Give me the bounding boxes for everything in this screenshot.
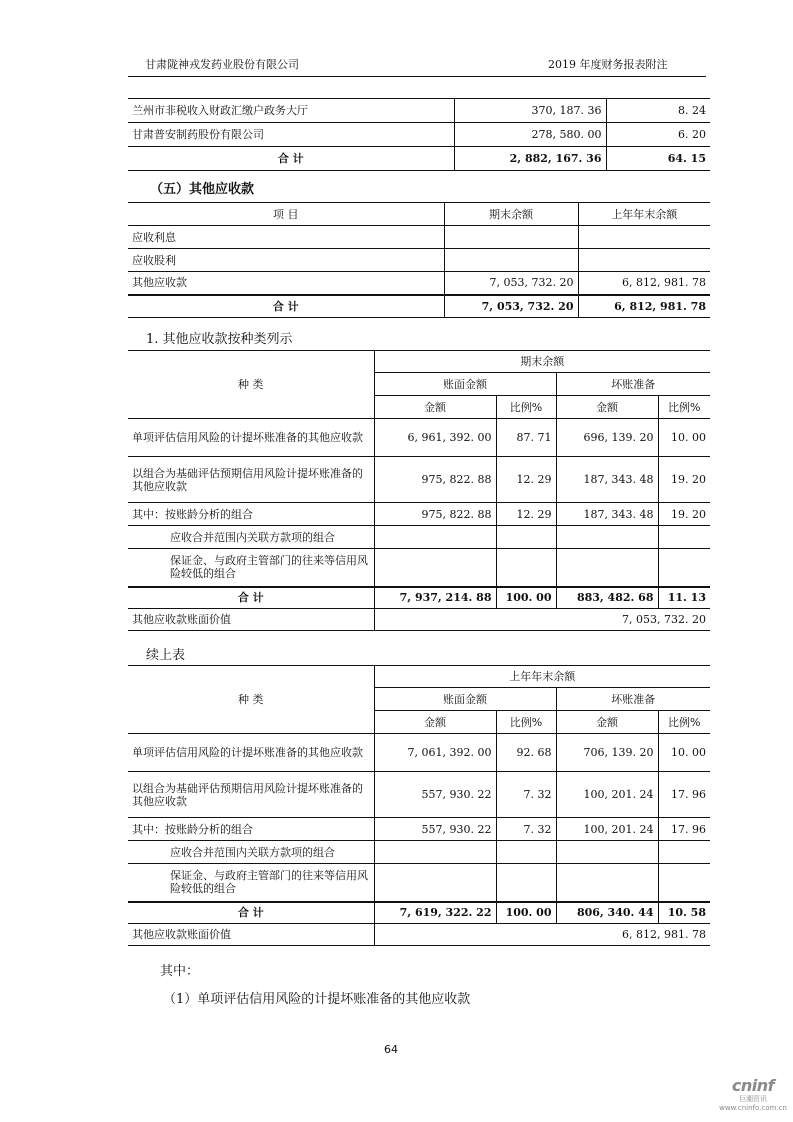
row-name: 其中：按账龄分析的组合 — [128, 503, 374, 526]
header-row — [128, 666, 710, 688]
total-row — [128, 147, 710, 171]
row-bad-ratio: 10. 00 — [658, 419, 710, 457]
row-bad — [556, 841, 658, 864]
row-bad-ratio — [658, 526, 710, 549]
total-bad: 883, 482. 68 — [556, 587, 658, 609]
total-amount: 7, 619, 322. 22 — [374, 902, 496, 924]
section-title: （五）其他应收款 — [150, 182, 255, 197]
row-name: 以组合为基础评估预期信用风险计提坏账准备的其他应收款 — [128, 772, 374, 818]
classification-table-period-end — [128, 350, 710, 631]
watermark-logo-text: cninf — [731, 1076, 775, 1095]
row-amount — [374, 864, 496, 902]
col-ratio-header: 比例% — [496, 711, 556, 734]
watermark-url: www.cninfo.com.cn — [719, 1104, 787, 1112]
row-bad: 100, 201. 24 — [556, 818, 658, 841]
top-receivables-table — [128, 98, 710, 171]
book-value: 7, 053, 732. 20 — [374, 609, 710, 631]
total-amount: 2, 882, 167. 36 — [454, 147, 606, 171]
row-amount — [374, 841, 496, 864]
row-name: 以组合为基础评估预期信用风险计提坏账准备的其他应收款 — [128, 457, 374, 503]
row-ratio: 92. 68 — [496, 734, 556, 772]
total-row — [128, 295, 710, 318]
row-ratio — [496, 526, 556, 549]
total-amount: 7, 937, 214. 88 — [374, 587, 496, 609]
row-amount: 6, 961, 392. 00 — [374, 419, 496, 457]
subsection-title: 1. 其他应收款按种类列示 — [146, 332, 293, 347]
total-prev: 6, 812, 981. 78 — [578, 295, 710, 318]
total-ratio: 100. 00 — [496, 902, 556, 924]
table-row — [128, 772, 710, 818]
total-row — [128, 587, 710, 609]
col-kind-header: 种 类 — [128, 351, 374, 419]
col-ratio-header: 比例% — [496, 396, 556, 419]
col-book-header: 账面金额 — [374, 373, 556, 396]
total-row — [128, 902, 710, 924]
row-amount: 557, 930. 22 — [374, 772, 496, 818]
paragraph-item-1: （1）单项评估信用风险的计提坏账准备的其他应收款 — [163, 992, 471, 1007]
table-row — [128, 226, 710, 249]
row-ratio: 7. 32 — [496, 772, 556, 818]
header-divider — [128, 76, 706, 77]
col-kind-header: 种 类 — [128, 666, 374, 734]
page-number: 64 — [384, 1043, 398, 1056]
row-amount: 278, 580. 00 — [454, 123, 606, 147]
row-bad-ratio — [658, 549, 710, 587]
row-bad-ratio: 17. 96 — [658, 818, 710, 841]
header-row — [128, 203, 710, 226]
row-prev — [578, 249, 710, 272]
row-bad — [556, 549, 658, 587]
row-amount: 370, 187. 36 — [454, 99, 606, 123]
book-value-label: 其他应收款账面价值 — [128, 924, 374, 946]
row-name: 保证金、与政府主管部门的往来等信用风险较低的组合 — [128, 864, 374, 902]
row-end — [444, 249, 578, 272]
book-value-label: 其他应收款账面价值 — [128, 609, 374, 631]
row-bad: 187, 343. 48 — [556, 457, 658, 503]
row-name: 其他应收款 — [128, 272, 444, 295]
classification-table-prior-year — [128, 665, 710, 946]
table-row — [128, 272, 710, 295]
row-name: 单项评估信用风险的计提坏账准备的其他应收款 — [128, 734, 374, 772]
header-row — [128, 351, 710, 373]
other-receivables-table — [128, 202, 710, 318]
total-label: 合 计 — [128, 587, 374, 609]
table-row — [128, 249, 710, 272]
book-value-row — [128, 609, 710, 631]
total-label: 合 计 — [128, 902, 374, 924]
row-bad — [556, 526, 658, 549]
col-bad-header: 坏账准备 — [556, 373, 710, 396]
table-row — [128, 419, 710, 457]
watermark-cn-text: 巨潮资讯 — [739, 1095, 767, 1103]
total-pct: 64. 15 — [606, 147, 710, 171]
table-row — [128, 123, 710, 147]
row-prev — [578, 226, 710, 249]
col-period-header: 上年年末余额 — [374, 666, 710, 688]
company-name: 甘肃陇神戎发药业股份有限公司 — [145, 58, 299, 71]
row-name: 单项评估信用风险的计提坏账准备的其他应收款 — [128, 419, 374, 457]
col-period-header: 期末余额 — [374, 351, 710, 373]
row-amount — [374, 549, 496, 587]
book-value-row — [128, 924, 710, 946]
row-bad: 696, 139. 20 — [556, 419, 658, 457]
row-ratio: 87. 71 — [496, 419, 556, 457]
row-name: 应收合并范围内关联方款项的组合 — [128, 526, 374, 549]
col-ratio-header: 比例% — [658, 711, 710, 734]
row-name: 应收合并范围内关联方款项的组合 — [128, 841, 374, 864]
total-bad-ratio: 11. 13 — [658, 587, 710, 609]
total-ratio: 100. 00 — [496, 587, 556, 609]
table-row — [128, 818, 710, 841]
row-pct: 6. 20 — [606, 123, 710, 147]
row-prev: 6, 812, 981. 78 — [578, 272, 710, 295]
col-amount-header: 金额 — [374, 396, 496, 419]
table-row — [128, 503, 710, 526]
table-row — [128, 841, 710, 864]
total-label: 合 计 — [128, 295, 444, 318]
row-ratio — [496, 864, 556, 902]
report-title: 2019 年度财务报表附注 — [548, 58, 668, 71]
row-bad: 100, 201. 24 — [556, 772, 658, 818]
row-bad-ratio — [658, 841, 710, 864]
row-ratio: 12. 29 — [496, 457, 556, 503]
row-bad: 706, 139. 20 — [556, 734, 658, 772]
col-prev-header: 上年年末余额 — [578, 203, 710, 226]
table-row — [128, 734, 710, 772]
row-ratio — [496, 549, 556, 587]
col-amount-header: 金额 — [556, 711, 658, 734]
total-bad-ratio: 10. 58 — [658, 902, 710, 924]
row-bad: 187, 343. 48 — [556, 503, 658, 526]
row-amount: 975, 822. 88 — [374, 457, 496, 503]
continued-title: 续上表 — [146, 648, 186, 663]
paragraph-among: 其中： — [160, 964, 200, 979]
row-bad-ratio — [658, 864, 710, 902]
table-row — [128, 864, 710, 902]
col-end-header: 期末余额 — [444, 203, 578, 226]
row-amount — [374, 526, 496, 549]
total-end: 7, 053, 732. 20 — [444, 295, 578, 318]
row-name: 甘肃普安制药股份有限公司 — [128, 123, 454, 147]
table-row — [128, 526, 710, 549]
row-amount: 7, 061, 392. 00 — [374, 734, 496, 772]
row-bad-ratio: 10. 00 — [658, 734, 710, 772]
row-name: 兰州市非税收入财政汇缴户政务大厅 — [128, 99, 454, 123]
book-value: 6, 812, 981. 78 — [374, 924, 710, 946]
total-bad: 806, 340. 44 — [556, 902, 658, 924]
row-ratio: 12. 29 — [496, 503, 556, 526]
col-ratio-header: 比例% — [658, 396, 710, 419]
row-amount: 975, 822. 88 — [374, 503, 496, 526]
total-label: 合 计 — [128, 147, 454, 171]
row-end: 7, 053, 732. 20 — [444, 272, 578, 295]
table-row — [128, 99, 710, 123]
row-bad-ratio: 19. 20 — [658, 457, 710, 503]
row-name: 应收利息 — [128, 226, 444, 249]
row-bad-ratio: 19. 20 — [658, 503, 710, 526]
table-row — [128, 549, 710, 587]
col-amount-header: 金额 — [374, 711, 496, 734]
col-item-header: 项 目 — [128, 203, 444, 226]
row-name: 应收股利 — [128, 249, 444, 272]
row-end — [444, 226, 578, 249]
cninfo-watermark-logo — [718, 1076, 788, 1113]
col-book-header: 账面金额 — [374, 688, 556, 711]
row-name: 保证金、与政府主管部门的往来等信用风险较低的组合 — [128, 549, 374, 587]
col-bad-header: 坏账准备 — [556, 688, 710, 711]
row-pct: 8. 24 — [606, 99, 710, 123]
row-ratio: 7. 32 — [496, 818, 556, 841]
row-name: 其中：按账龄分析的组合 — [128, 818, 374, 841]
row-bad — [556, 864, 658, 902]
table-row — [128, 457, 710, 503]
col-amount-header: 金额 — [556, 396, 658, 419]
row-bad-ratio: 17. 96 — [658, 772, 710, 818]
row-amount: 557, 930. 22 — [374, 818, 496, 841]
row-ratio — [496, 841, 556, 864]
